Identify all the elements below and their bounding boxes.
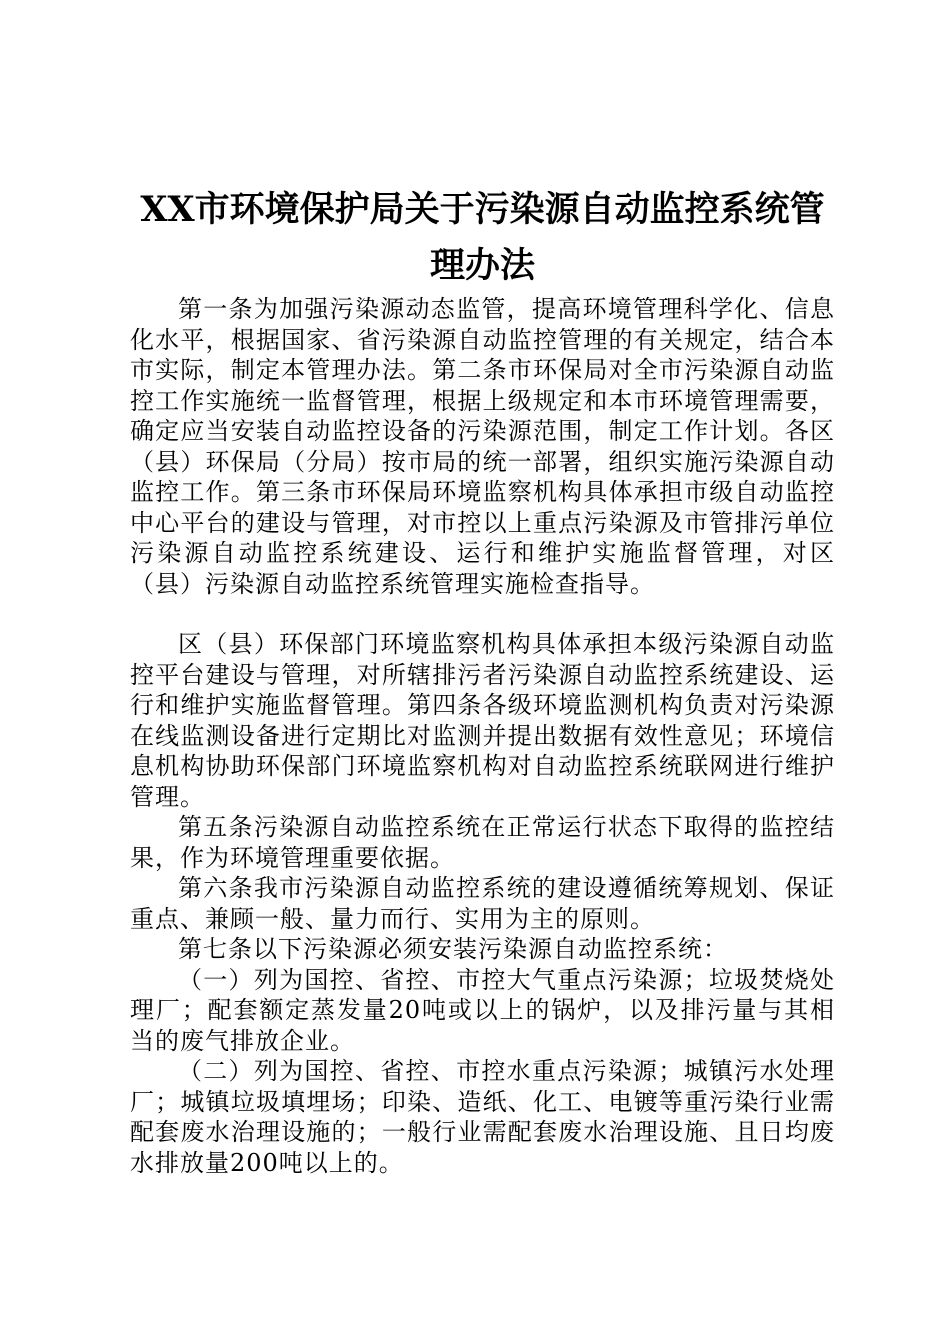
document-title bbox=[130, 182, 835, 294]
paragraph-item-2: （二）列为国控、省控、市控水重点污染源；城镇污水处理厂；城镇垃圾填埋场；印染、造纸、化工、电镀等重污染行业需配套废水治理设施的；一般行业需配套废水治理设施、且日均废水排放量200吨以上的。 bbox=[130, 1057, 835, 1177]
paragraph-item-1: （一）列为国控、省控、市控大气重点污染源；垃圾焚烧处理厂；配套额定蒸发量20吨或以上的锅炉，以及排污量与其相当的废气排放企业。 bbox=[130, 965, 835, 1055]
title-line-2: 理办法 bbox=[429, 245, 535, 286]
paragraph-article-7: 第七条以下污染源必须安装污染源自动监控系统： bbox=[178, 935, 728, 963]
document-page bbox=[130, 182, 835, 1178]
paragraph-article-5: 第五条污染源自动监控系统在正常运行状态下取得的监控结果，作为环境管理重要依据。 bbox=[130, 813, 835, 872]
paragraph-district-supervision: 区（县）环保部门环境监察机构具体承担本级污染源自动监控平台建设与管理，对所辖排污者污染源自动监控系统建设、运行和维护实施监督管理。第四条各级环境监测机构负责对污染源在线监测设备进行定期比对监测并提出数据有效性意见；环境信息机构协助环保部门环境监察机构对自动监控系统联网进行维护管理。 bbox=[130, 630, 835, 811]
document-body bbox=[130, 294, 835, 1178]
paragraph-article-6: 第六条我市污染源自动监控系统的建设遵循统筹规划、保证重点、兼顾一般、量力而行、实用为主的原则。 bbox=[130, 874, 835, 933]
title-line-1: XX市环境保护局关于污染源自动监控系统管 bbox=[140, 189, 825, 230]
paragraph-article-1-3: 第一条为加强污染源动态监管，提高环境管理科学化、信息化水平，根据国家、省污染源自动监控管理的有关规定，结合本市实际，制定本管理办法。第二条市环保局对全市污染源自动监控工作实施统一监督管理，根据上级规定和本市环境管理需要，确定应当安装自动监控设备的污染源范围，制定工作计划。各区（县）环保局（分局）按市局的统一部署，组织实施污染源自动监控工作。第三条市环保局环境监察机构具体承担市级自动监控中心平台的建设与管理，对市控以上重点污染源及市管排污单位污染源自动监控系统建设、运行和维护实施监督管理，对区（县）污染源自动监控系统管理实施检查指导。 bbox=[130, 295, 835, 598]
